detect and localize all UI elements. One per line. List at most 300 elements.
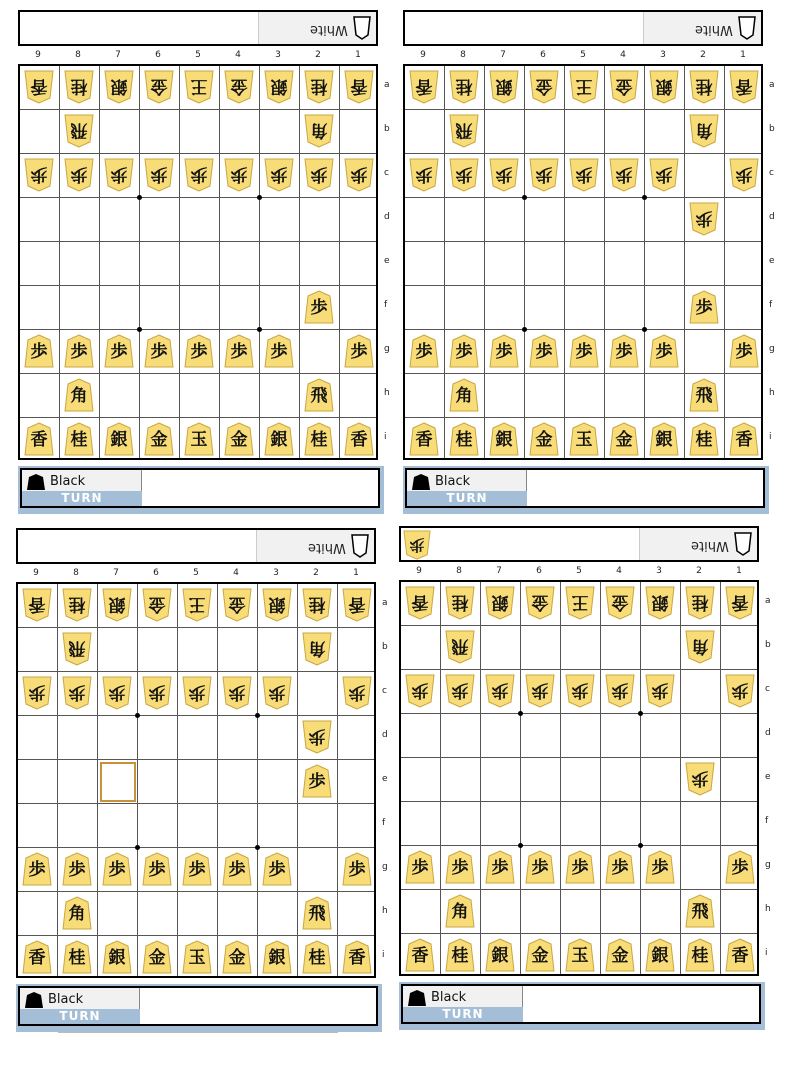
rank-label: f <box>765 816 769 826</box>
white-piece[interactable] <box>685 586 715 620</box>
black-piece[interactable] <box>405 938 435 972</box>
black-piece[interactable] <box>264 334 294 368</box>
white-piece[interactable] <box>449 114 479 148</box>
black-piece[interactable] <box>62 940 92 974</box>
black-piece[interactable] <box>445 850 475 884</box>
black-piece[interactable] <box>102 940 132 974</box>
white-piece[interactable] <box>344 70 374 104</box>
white-piece[interactable] <box>224 70 254 104</box>
black-piece[interactable] <box>409 422 439 456</box>
rank-label: c <box>384 168 389 178</box>
piece-kanji: 桂 <box>695 76 713 96</box>
white-piece[interactable] <box>142 588 172 622</box>
white-piece[interactable] <box>565 674 595 708</box>
white-piece[interactable] <box>262 676 292 710</box>
black-piece[interactable] <box>22 940 52 974</box>
file-label: 5 <box>580 50 586 60</box>
black-piece[interactable] <box>224 422 254 456</box>
white-piece[interactable] <box>609 70 639 104</box>
rank-label: a <box>384 80 390 90</box>
white-piece[interactable] <box>489 70 519 104</box>
white-piece[interactable] <box>144 158 174 192</box>
white-piece[interactable] <box>605 674 635 708</box>
white-piece[interactable] <box>184 158 214 192</box>
white-piece[interactable] <box>525 586 555 620</box>
star-point <box>255 845 260 850</box>
piece-kanji: 金 <box>531 592 549 612</box>
black-piece[interactable] <box>304 378 334 412</box>
black-piece[interactable] <box>182 940 212 974</box>
piece-kanji: 桂 <box>68 594 86 614</box>
black-piece[interactable] <box>222 852 252 886</box>
piece-kanji: 歩 <box>415 164 433 184</box>
file-label: 9 <box>35 50 41 60</box>
black-piece[interactable] <box>685 894 715 928</box>
board-panel-2 <box>403 10 775 516</box>
piece-kanji: 香 <box>348 948 366 968</box>
piece-kanji: 金 <box>150 430 168 450</box>
file-label: 7 <box>115 50 121 60</box>
piece-kanji: 歩 <box>70 164 88 184</box>
piece-kanji: 桂 <box>691 592 709 612</box>
rank-label: e <box>765 772 771 782</box>
black-piece[interactable] <box>569 334 599 368</box>
rank-labels <box>382 64 396 460</box>
black-piece[interactable] <box>609 422 639 456</box>
rank-label: b <box>769 124 775 134</box>
rank-labels <box>763 580 777 976</box>
black-label-box <box>22 470 142 506</box>
black-piece[interactable] <box>405 850 435 884</box>
black-panel <box>405 468 765 508</box>
file-label: 1 <box>355 50 361 60</box>
white-piece[interactable] <box>304 70 334 104</box>
piece-kanji: 歩 <box>230 342 248 362</box>
white-piece[interactable] <box>24 158 54 192</box>
piece-kanji: 歩 <box>571 858 589 878</box>
rank-label: g <box>382 862 388 872</box>
white-piece[interactable] <box>62 588 92 622</box>
piece-kanji: 歩 <box>228 682 246 702</box>
black-piece[interactable] <box>729 422 759 456</box>
piece-kanji: 金 <box>531 946 549 966</box>
file-label: 9 <box>420 50 426 60</box>
black-piece[interactable] <box>529 422 559 456</box>
white-piece[interactable] <box>182 588 212 622</box>
piece-kanji: 歩 <box>415 342 433 362</box>
black-piece[interactable] <box>725 938 755 972</box>
shogi-board[interactable] <box>403 64 763 460</box>
white-piece[interactable] <box>222 588 252 622</box>
black-piece[interactable] <box>649 334 679 368</box>
white-piece[interactable] <box>22 588 52 622</box>
white-piece[interactable] <box>302 632 332 666</box>
piece-kanji: 歩 <box>451 680 469 700</box>
white-piece[interactable] <box>405 674 435 708</box>
white-piece[interactable] <box>725 674 755 708</box>
white-piece[interactable] <box>449 158 479 192</box>
piece-kanji: 歩 <box>148 682 166 702</box>
black-piece[interactable] <box>605 938 635 972</box>
white-piece[interactable] <box>445 586 475 620</box>
black-piece[interactable] <box>24 422 54 456</box>
black-piece[interactable] <box>344 334 374 368</box>
white-piece[interactable] <box>649 158 679 192</box>
turn-indicator: TURN <box>22 491 142 506</box>
piece-kanji: 歩 <box>611 680 629 700</box>
white-piece[interactable] <box>689 202 719 236</box>
white-piece[interactable] <box>62 676 92 710</box>
white-piece[interactable] <box>565 586 595 620</box>
black-panel <box>20 468 380 508</box>
rank-label: b <box>765 640 771 650</box>
file-label: 1 <box>740 50 746 60</box>
white-piece[interactable] <box>485 586 515 620</box>
black-piece[interactable] <box>645 850 675 884</box>
piece-kanji: 歩 <box>350 342 368 362</box>
black-piece[interactable] <box>184 334 214 368</box>
piece-kanji: 香 <box>350 430 368 450</box>
black-piece[interactable] <box>645 938 675 972</box>
piece-kanji: 歩 <box>70 342 88 362</box>
piece-kanji: 歩 <box>651 858 669 878</box>
white-hand-piece[interactable] <box>403 530 431 560</box>
piece-kanji: 歩 <box>230 164 248 184</box>
piece-kanji: 歩 <box>611 858 629 878</box>
piece-kanji: 飛 <box>455 120 473 140</box>
shogi-board[interactable] <box>18 64 378 460</box>
file-label: 9 <box>33 568 39 578</box>
black-piece[interactable] <box>529 334 559 368</box>
piece-kanji: 歩 <box>150 342 168 362</box>
white-hand-area <box>401 528 641 560</box>
black-piece[interactable] <box>689 378 719 412</box>
black-piece[interactable] <box>144 422 174 456</box>
white-piece[interactable] <box>64 114 94 148</box>
file-label: 6 <box>536 566 542 576</box>
white-label: White <box>695 22 733 37</box>
rank-labels <box>767 64 781 460</box>
white-piece[interactable] <box>605 586 635 620</box>
piece-kanji: 歩 <box>411 680 429 700</box>
white-piece[interactable] <box>264 158 294 192</box>
piece-kanji: 玉 <box>571 946 589 966</box>
black-piece[interactable] <box>62 896 92 930</box>
star-point <box>257 327 262 332</box>
file-label: 4 <box>235 50 241 60</box>
black-piece[interactable] <box>302 896 332 930</box>
black-piece[interactable] <box>342 940 372 974</box>
piece-kanji: 桂 <box>310 430 328 450</box>
black-piece[interactable] <box>182 852 212 886</box>
piece-kanji: 歩 <box>695 298 713 318</box>
black-piece[interactable] <box>302 940 332 974</box>
black-panel <box>18 986 378 1026</box>
white-player-icon <box>352 16 372 40</box>
black-piece[interactable] <box>104 334 134 368</box>
black-piece[interactable] <box>144 334 174 368</box>
file-label: 3 <box>273 568 279 578</box>
piece-kanji: 角 <box>451 902 469 922</box>
piece-kanji: 歩 <box>150 164 168 184</box>
rank-label: d <box>384 212 390 222</box>
black-piece[interactable] <box>64 378 94 412</box>
white-piece[interactable] <box>645 586 675 620</box>
board-panel-1 <box>18 10 390 516</box>
white-piece[interactable] <box>445 674 475 708</box>
white-piece[interactable] <box>529 158 559 192</box>
piece-kanji: 銀 <box>110 430 128 450</box>
white-piece[interactable] <box>182 676 212 710</box>
shogi-board[interactable] <box>399 580 759 976</box>
black-piece[interactable] <box>685 938 715 972</box>
white-piece[interactable] <box>689 114 719 148</box>
white-piece[interactable] <box>142 676 172 710</box>
black-piece[interactable] <box>525 850 555 884</box>
white-piece[interactable] <box>302 720 332 754</box>
white-piece[interactable] <box>104 70 134 104</box>
white-player-icon <box>350 534 370 558</box>
black-piece[interactable] <box>489 422 519 456</box>
white-hand-area <box>405 12 645 44</box>
white-piece[interactable] <box>344 158 374 192</box>
black-piece[interactable] <box>725 850 755 884</box>
white-piece[interactable] <box>102 588 132 622</box>
white-piece[interactable] <box>489 158 519 192</box>
black-piece[interactable] <box>565 850 595 884</box>
black-hand-area <box>529 470 763 506</box>
black-piece[interactable] <box>525 938 555 972</box>
file-label: 8 <box>75 50 81 60</box>
board-panel-3 <box>16 528 388 1034</box>
piece-kanji: 角 <box>310 120 328 140</box>
white-piece[interactable] <box>409 158 439 192</box>
footer-divider <box>58 1032 338 1033</box>
black-piece[interactable] <box>409 334 439 368</box>
black-player-icon <box>411 473 431 491</box>
black-label: Black <box>435 474 471 489</box>
black-piece[interactable] <box>24 334 54 368</box>
black-piece[interactable] <box>142 940 172 974</box>
piece-kanji: 香 <box>348 594 366 614</box>
white-piece[interactable] <box>302 588 332 622</box>
piece-kanji: 桂 <box>691 946 709 966</box>
rank-label: d <box>769 212 775 222</box>
black-piece[interactable] <box>304 422 334 456</box>
rank-label: f <box>384 300 388 310</box>
black-piece[interactable] <box>64 334 94 368</box>
piece-kanji: 桂 <box>455 430 473 450</box>
white-label: White <box>310 22 348 37</box>
piece-kanji: 飛 <box>695 386 713 406</box>
black-player-bar <box>18 466 384 514</box>
piece-kanji: 香 <box>411 592 429 612</box>
piece-kanji: 桂 <box>451 592 469 612</box>
star-point <box>518 711 523 716</box>
white-piece[interactable] <box>102 676 132 710</box>
piece-kanji: 香 <box>30 76 48 96</box>
rank-label: d <box>382 730 388 740</box>
white-piece[interactable] <box>569 70 599 104</box>
black-piece[interactable] <box>62 852 92 886</box>
white-piece[interactable] <box>222 676 252 710</box>
white-player-bar <box>399 526 759 562</box>
black-piece[interactable] <box>649 422 679 456</box>
white-piece[interactable] <box>304 114 334 148</box>
piece-kanji: 歩 <box>308 726 326 746</box>
black-hand-area <box>142 988 376 1024</box>
black-piece[interactable] <box>264 422 294 456</box>
piece-kanji: 歩 <box>350 164 368 184</box>
black-piece[interactable] <box>489 334 519 368</box>
black-piece[interactable] <box>262 940 292 974</box>
rank-label: a <box>382 598 388 608</box>
piece-kanji: 歩 <box>411 858 429 878</box>
white-piece[interactable] <box>104 158 134 192</box>
white-piece[interactable] <box>685 762 715 796</box>
black-piece[interactable] <box>689 290 719 324</box>
black-piece[interactable] <box>224 334 254 368</box>
piece-kanji: 金 <box>148 594 166 614</box>
white-piece[interactable] <box>725 586 755 620</box>
white-piece[interactable] <box>224 158 254 192</box>
white-piece[interactable] <box>64 70 94 104</box>
turn-indicator: TURN <box>407 491 527 506</box>
black-piece[interactable] <box>304 290 334 324</box>
rank-label: i <box>769 432 772 442</box>
white-piece[interactable] <box>304 158 334 192</box>
piece-kanji: 歩 <box>491 680 509 700</box>
rank-label: c <box>769 168 774 178</box>
white-piece[interactable] <box>685 630 715 664</box>
black-piece[interactable] <box>449 378 479 412</box>
black-label-box <box>407 470 527 506</box>
white-piece[interactable] <box>729 158 759 192</box>
rank-labels <box>380 582 394 978</box>
piece-kanji: 歩 <box>491 858 509 878</box>
white-piece[interactable] <box>184 70 214 104</box>
selected-square[interactable] <box>100 762 136 802</box>
white-piece[interactable] <box>449 70 479 104</box>
piece-kanji: 銀 <box>108 948 126 968</box>
rank-label: b <box>384 124 390 134</box>
black-player-bar <box>403 466 769 514</box>
white-piece[interactable] <box>24 70 54 104</box>
piece-kanji: 香 <box>28 594 46 614</box>
star-point <box>642 327 647 332</box>
white-piece[interactable] <box>689 70 719 104</box>
star-point <box>642 195 647 200</box>
black-piece[interactable] <box>609 334 639 368</box>
white-hand-area <box>18 530 258 562</box>
black-piece[interactable] <box>22 852 52 886</box>
file-label: 2 <box>700 50 706 60</box>
black-label: Black <box>431 990 467 1005</box>
white-piece[interactable] <box>342 588 372 622</box>
black-piece[interactable] <box>222 940 252 974</box>
piece-kanji: 香 <box>415 430 433 450</box>
black-piece[interactable] <box>485 850 515 884</box>
black-piece[interactable] <box>142 852 172 886</box>
shogi-board[interactable] <box>16 582 376 978</box>
rank-label: g <box>765 860 771 870</box>
piece-kanji: 桂 <box>695 430 713 450</box>
black-piece[interactable] <box>64 422 94 456</box>
star-point <box>522 195 527 200</box>
hand-piece-kanji: 歩 <box>409 536 425 554</box>
piece-kanji: 歩 <box>268 860 286 880</box>
black-piece[interactable] <box>302 764 332 798</box>
white-piece[interactable] <box>525 674 555 708</box>
white-piece[interactable] <box>264 70 294 104</box>
piece-kanji: 歩 <box>30 342 48 362</box>
white-piece[interactable] <box>445 630 475 664</box>
black-piece[interactable] <box>485 938 515 972</box>
file-label: 8 <box>460 50 466 60</box>
file-label: 1 <box>736 566 742 576</box>
black-piece[interactable] <box>565 938 595 972</box>
white-piece[interactable] <box>485 674 515 708</box>
black-piece[interactable] <box>342 852 372 886</box>
white-piece[interactable] <box>144 70 174 104</box>
white-piece[interactable] <box>64 158 94 192</box>
white-piece[interactable] <box>342 676 372 710</box>
piece-kanji: 銀 <box>651 946 669 966</box>
file-label: 3 <box>656 566 662 576</box>
white-piece[interactable] <box>529 70 559 104</box>
piece-kanji: 歩 <box>695 208 713 228</box>
black-piece[interactable] <box>605 850 635 884</box>
piece-kanji: 歩 <box>308 772 326 792</box>
white-piece[interactable] <box>729 70 759 104</box>
black-piece[interactable] <box>445 938 475 972</box>
black-piece[interactable] <box>344 422 374 456</box>
file-label: 9 <box>416 566 422 576</box>
white-piece[interactable] <box>409 70 439 104</box>
black-piece[interactable] <box>104 422 134 456</box>
white-piece[interactable] <box>22 676 52 710</box>
piece-kanji: 桂 <box>70 430 88 450</box>
piece-kanji: 飛 <box>310 386 328 406</box>
black-piece[interactable] <box>569 422 599 456</box>
white-piece[interactable] <box>609 158 639 192</box>
black-piece[interactable] <box>102 852 132 886</box>
piece-kanji: 角 <box>691 636 709 656</box>
black-piece[interactable] <box>449 422 479 456</box>
white-label-box <box>258 12 376 44</box>
white-piece[interactable] <box>262 588 292 622</box>
piece-kanji: 歩 <box>495 342 513 362</box>
piece-kanji: 金 <box>611 946 629 966</box>
piece-kanji: 香 <box>411 946 429 966</box>
black-piece[interactable] <box>445 894 475 928</box>
star-point <box>522 327 527 332</box>
file-label: 7 <box>500 50 506 60</box>
rank-label: h <box>769 388 775 398</box>
white-piece[interactable] <box>62 632 92 666</box>
white-piece[interactable] <box>569 158 599 192</box>
white-piece[interactable] <box>645 674 675 708</box>
black-piece[interactable] <box>689 422 719 456</box>
black-piece[interactable] <box>184 422 214 456</box>
white-piece[interactable] <box>649 70 679 104</box>
black-piece[interactable] <box>729 334 759 368</box>
black-piece[interactable] <box>262 852 292 886</box>
white-piece[interactable] <box>405 586 435 620</box>
piece-kanji: 桂 <box>451 946 469 966</box>
black-piece[interactable] <box>449 334 479 368</box>
piece-kanji: 歩 <box>575 342 593 362</box>
